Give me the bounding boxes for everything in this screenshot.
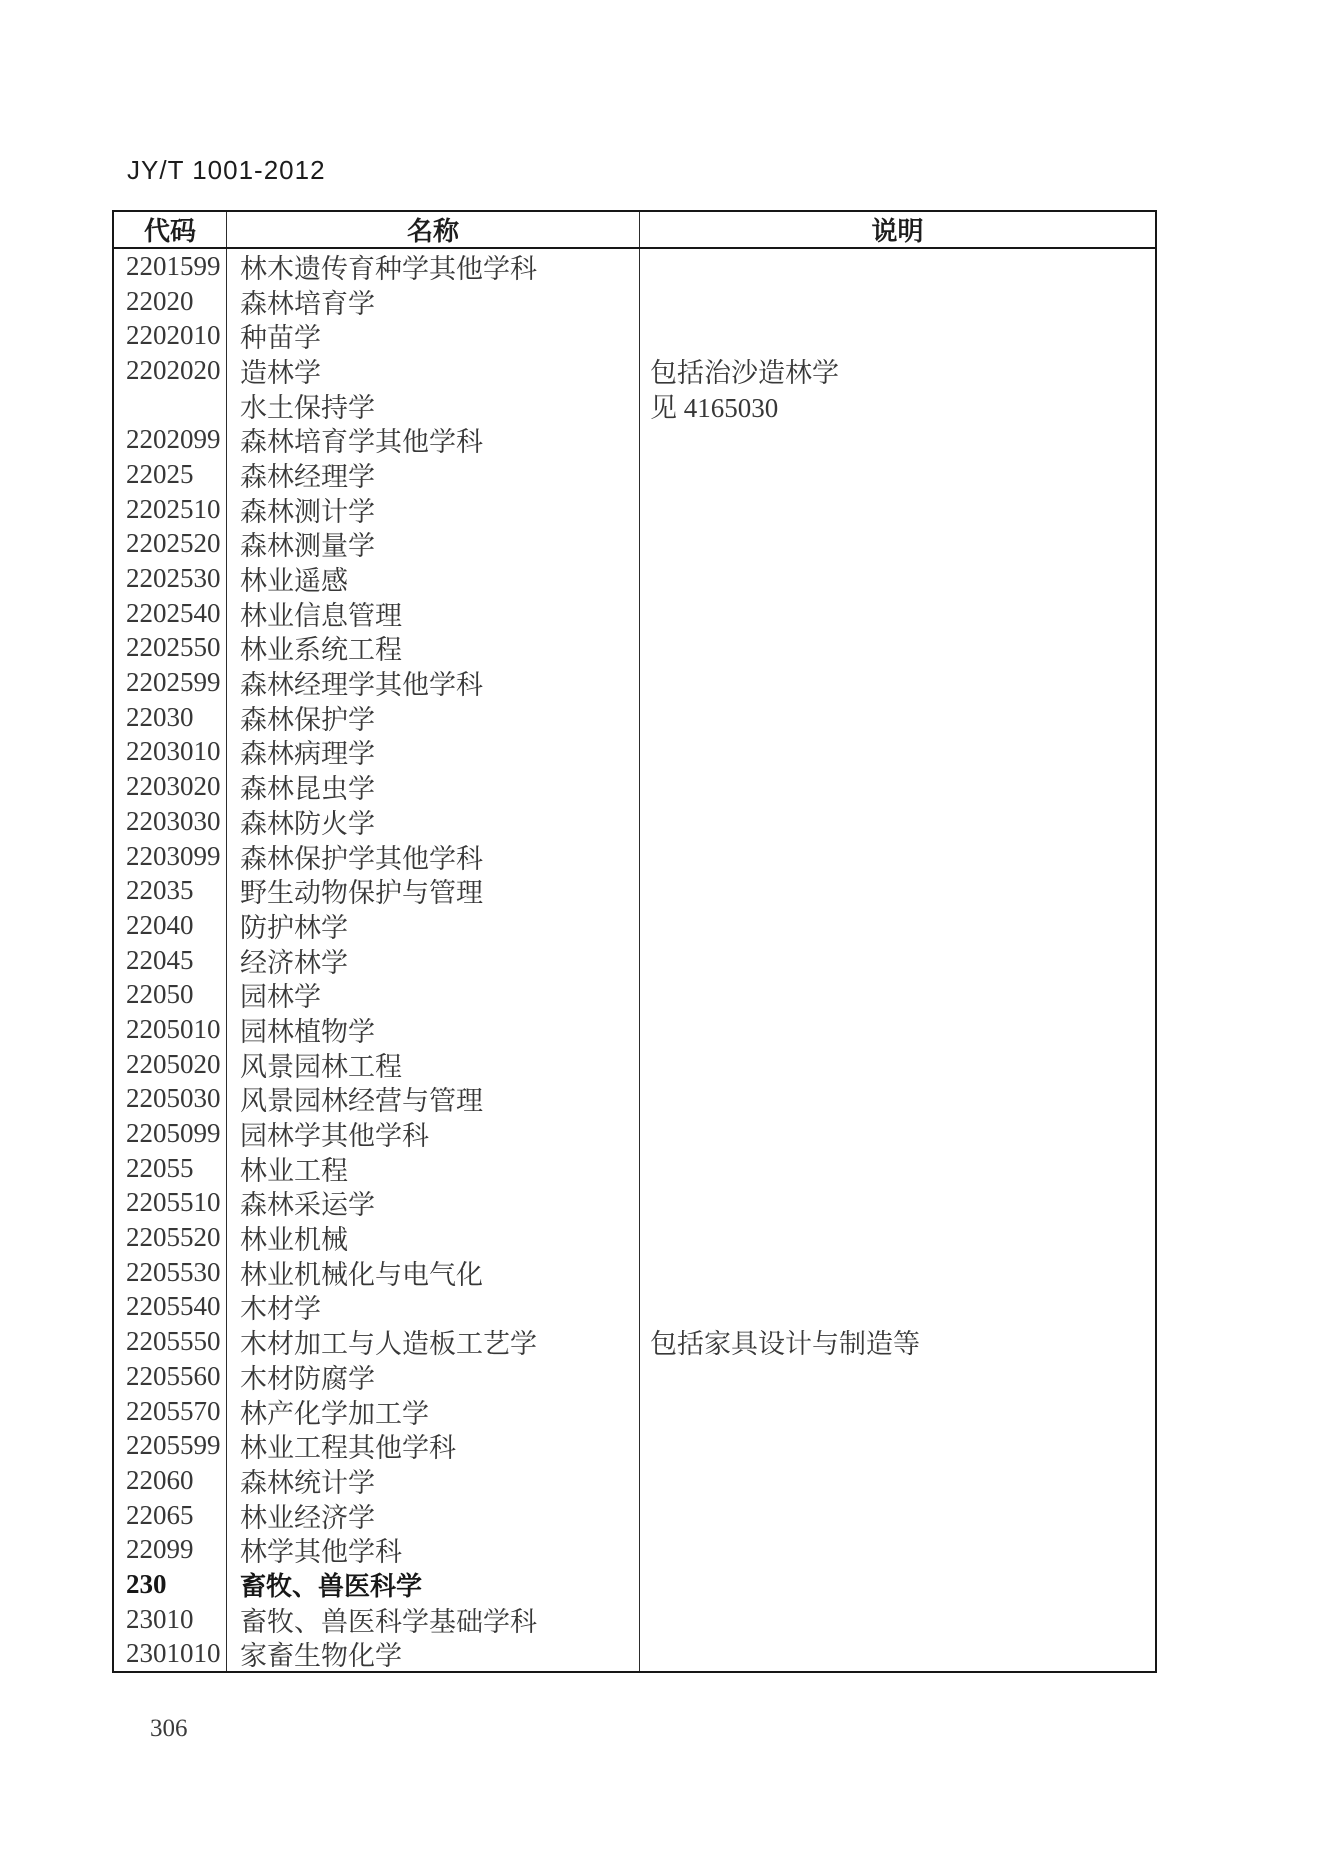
code-cell: 22055 (114, 1151, 227, 1186)
table-row (114, 804, 1155, 839)
note-cell: 见 4165030 (650, 392, 779, 423)
code-cell: 2301010 (114, 1637, 227, 1672)
table-row (114, 1151, 1155, 1186)
note-cell (640, 1290, 1155, 1325)
name-cell: 林业系统工程 (227, 631, 640, 666)
code-cell: 22020 (114, 284, 227, 319)
table-row (114, 561, 1155, 596)
table-row (114, 1602, 1155, 1637)
table-row (114, 1220, 1155, 1255)
table-row (114, 1186, 1155, 1221)
note-cell (640, 422, 1155, 457)
table-row (114, 1255, 1155, 1290)
code-cell: 2203030 (114, 804, 227, 839)
table-row (114, 1498, 1155, 1533)
note-cell (640, 1082, 1155, 1117)
table-row (114, 1637, 1155, 1672)
note-cell (640, 1151, 1155, 1186)
note-cell (640, 1428, 1155, 1463)
note-cell: 包括家具设计与制造等 (650, 1329, 920, 1359)
name-cell: 林业机械化与电气化 (227, 1255, 640, 1290)
note-cell (640, 1047, 1155, 1082)
name-cell: 森林测量学 (227, 527, 640, 562)
note-cell (640, 769, 1155, 804)
code-cell: 2205520 (114, 1220, 227, 1255)
table-row (114, 388, 1155, 423)
table-row (114, 1047, 1155, 1082)
note-cell (640, 1532, 1155, 1567)
table-row (114, 1324, 1155, 1359)
code-cell: 2202520 (114, 527, 227, 562)
table-row (114, 631, 1155, 666)
column-header-code: 代码 (114, 212, 227, 247)
table-row (114, 665, 1155, 700)
code-cell: 2202010 (114, 318, 227, 353)
code-cell: 2205599 (114, 1428, 227, 1463)
code-cell: 22060 (114, 1463, 227, 1498)
code-cell: 2203020 (114, 769, 227, 804)
table-row (114, 1359, 1155, 1394)
note-cell (640, 1498, 1155, 1533)
name-cell: 森林病理学 (227, 735, 640, 770)
name-cell: 风景园林经营与管理 (227, 1082, 640, 1117)
name-cell: 造林学 (227, 353, 640, 388)
name-cell: 风景园林工程 (227, 1047, 640, 1082)
code-cell: 22040 (114, 908, 227, 943)
name-cell: 防护林学 (227, 908, 640, 943)
name-cell: 森林保护学其他学科 (227, 839, 640, 874)
name-cell: 园林学其他学科 (227, 1116, 640, 1151)
note-cell (640, 839, 1155, 874)
note-cell (640, 1637, 1155, 1672)
table-row (114, 422, 1155, 457)
code-cell: 23010 (114, 1602, 227, 1637)
name-cell: 畜牧、兽医科学 (227, 1567, 640, 1602)
note-cell (640, 1359, 1155, 1394)
note-cell (640, 561, 1155, 596)
table-header-row (114, 212, 1155, 249)
table-body (114, 249, 1155, 1671)
note-cell (640, 1567, 1155, 1602)
name-cell: 水土保持学 (227, 388, 640, 423)
note-cell (640, 1012, 1155, 1047)
note-cell (640, 665, 1155, 700)
note-cell (640, 804, 1155, 839)
table-row (114, 457, 1155, 492)
name-cell: 森林经理学其他学科 (227, 665, 640, 700)
code-cell: 2205560 (114, 1359, 227, 1394)
note-cell (640, 318, 1155, 353)
name-cell: 林业信息管理 (227, 596, 640, 631)
table-row (114, 943, 1155, 978)
name-cell: 林业机械 (227, 1220, 640, 1255)
code-cell: 2202020 (114, 353, 227, 388)
note-cell (640, 735, 1155, 770)
name-cell: 林学其他学科 (227, 1532, 640, 1567)
code-cell: 2202530 (114, 561, 227, 596)
name-cell: 森林统计学 (227, 1463, 640, 1498)
note-cell (640, 1255, 1155, 1290)
code-cell: 2205030 (114, 1082, 227, 1117)
code-cell: 2205010 (114, 1012, 227, 1047)
table-row (114, 839, 1155, 874)
table-row (114, 284, 1155, 319)
code-cell (114, 388, 227, 423)
name-cell: 经济林学 (227, 943, 640, 978)
table-row (114, 318, 1155, 353)
table-row (114, 353, 1155, 388)
name-cell: 森林采运学 (227, 1186, 640, 1221)
code-cell: 2205550 (114, 1324, 227, 1359)
note-cell (640, 1186, 1155, 1221)
name-cell: 森林保护学 (227, 700, 640, 735)
name-cell: 林业工程 (227, 1151, 640, 1186)
table-row (114, 1532, 1155, 1567)
table-row (114, 249, 1155, 284)
note-cell (640, 977, 1155, 1012)
name-cell: 森林测计学 (227, 492, 640, 527)
column-header-name: 名称 (227, 212, 640, 247)
code-cell: 2205099 (114, 1116, 227, 1151)
code-cell: 2202099 (114, 422, 227, 457)
name-cell: 森林防火学 (227, 804, 640, 839)
name-cell: 森林昆虫学 (227, 769, 640, 804)
code-cell: 22035 (114, 873, 227, 908)
code-cell: 22065 (114, 1498, 227, 1533)
table-row (114, 1394, 1155, 1429)
table-row (114, 700, 1155, 735)
code-cell: 22099 (114, 1532, 227, 1567)
note-cell (640, 1463, 1155, 1498)
table-row (114, 735, 1155, 770)
name-cell: 林业工程其他学科 (227, 1428, 640, 1463)
code-cell: 2202599 (114, 665, 227, 700)
table-row (114, 1463, 1155, 1498)
name-cell: 森林培育学 (227, 284, 640, 319)
name-cell: 木材加工与人造板工艺学 (227, 1324, 640, 1359)
code-cell: 230 (114, 1567, 227, 1602)
note-cell (640, 908, 1155, 943)
table-row (114, 873, 1155, 908)
name-cell: 森林培育学其他学科 (227, 422, 640, 457)
name-cell: 森林经理学 (227, 457, 640, 492)
code-cell: 22025 (114, 457, 227, 492)
note-cell (640, 1602, 1155, 1637)
code-cell: 2205510 (114, 1186, 227, 1221)
note-cell (640, 457, 1155, 492)
name-cell: 林产化学加工学 (227, 1394, 640, 1429)
subject-code-table (112, 210, 1157, 1673)
page-number: 306 (150, 1715, 188, 1742)
name-cell: 畜牧、兽医科学基础学科 (227, 1602, 640, 1637)
name-cell: 木材防腐学 (227, 1359, 640, 1394)
note-cell (640, 700, 1155, 735)
note-cell (640, 249, 1155, 284)
table-row (114, 1012, 1155, 1047)
standard-number: JY/T 1001-2012 (127, 155, 326, 185)
note-cell (640, 1220, 1155, 1255)
note-cell (640, 492, 1155, 527)
name-cell: 林木遗传育种学其他学科 (227, 249, 640, 284)
note-cell (640, 284, 1155, 319)
table-row (114, 908, 1155, 943)
note-cell: 包括治沙造林学 (650, 357, 839, 388)
name-cell: 木材学 (227, 1290, 640, 1325)
code-cell: 22030 (114, 700, 227, 735)
code-cell: 2201599 (114, 249, 227, 284)
table-row (114, 1567, 1155, 1602)
code-cell: 2205530 (114, 1255, 227, 1290)
name-cell: 林业经济学 (227, 1498, 640, 1533)
note-cell (640, 873, 1155, 908)
code-cell: 2202510 (114, 492, 227, 527)
name-cell: 园林学 (227, 977, 640, 1012)
table-row (114, 1428, 1155, 1463)
note-cell (640, 1394, 1155, 1429)
note-cell (640, 527, 1155, 562)
name-cell: 园林植物学 (227, 1012, 640, 1047)
name-cell: 野生动物保护与管理 (227, 873, 640, 908)
note-cell (640, 596, 1155, 631)
code-cell: 2203099 (114, 839, 227, 874)
note-cell (640, 943, 1155, 978)
code-cell: 2202550 (114, 631, 227, 666)
column-header-note: 说明 (871, 216, 924, 246)
table-row (114, 977, 1155, 1012)
name-cell: 林业遥感 (227, 561, 640, 596)
code-cell: 2205020 (114, 1047, 227, 1082)
table-row (114, 1290, 1155, 1325)
table-row (114, 596, 1155, 631)
note-cell (640, 631, 1155, 666)
table-row (114, 492, 1155, 527)
table-row (114, 1082, 1155, 1117)
code-cell: 2202540 (114, 596, 227, 631)
code-cell: 22050 (114, 977, 227, 1012)
code-cell: 22045 (114, 943, 227, 978)
name-cell: 家畜生物化学 (227, 1637, 640, 1672)
table-row (114, 769, 1155, 804)
table-row (114, 527, 1155, 562)
table-row (114, 1116, 1155, 1151)
name-cell: 种苗学 (227, 318, 640, 353)
code-cell: 2205570 (114, 1394, 227, 1429)
note-cell (640, 1116, 1155, 1151)
code-cell: 2205540 (114, 1290, 227, 1325)
code-cell: 2203010 (114, 735, 227, 770)
